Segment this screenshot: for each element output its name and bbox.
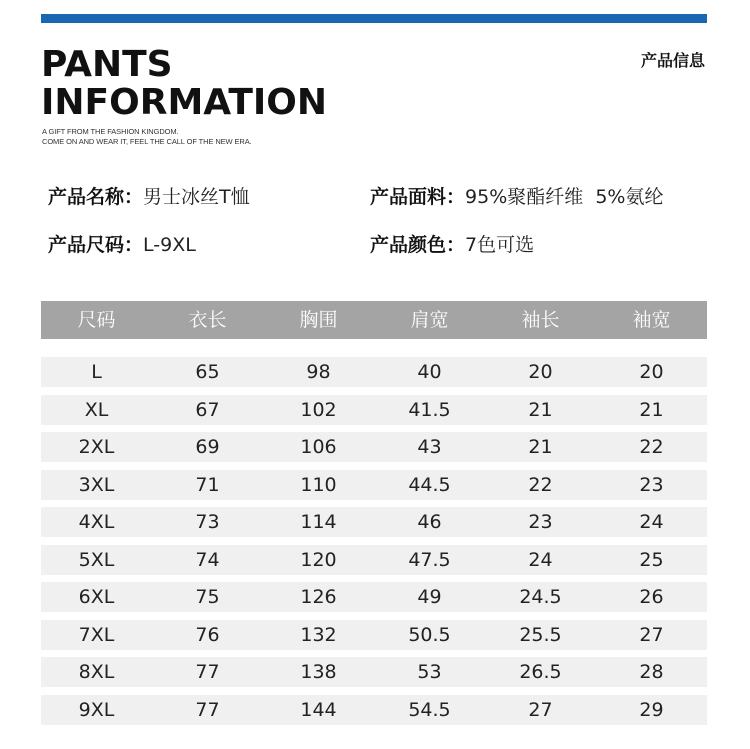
table-cell: 77 [195, 698, 220, 721]
table-cell: 54.5 [408, 698, 451, 721]
header-cell: 衣长 [188, 309, 227, 331]
product-name-label: 产品名称 [48, 186, 125, 208]
table-row [41, 470, 707, 500]
table-cell: 26.5 [519, 661, 562, 683]
table-cell: 29 [639, 698, 664, 721]
table-cell: 74 [195, 548, 220, 571]
table-cell: 50.5 [408, 623, 451, 646]
table-cell: 46 [417, 511, 442, 533]
header-cell: 袖长 [521, 309, 560, 331]
separator: ： [124, 186, 144, 208]
header-cell: 尺码 [77, 309, 116, 331]
table-cell: L [91, 361, 102, 383]
table-cell: 71 [195, 473, 220, 496]
table-cell: 24.5 [519, 586, 562, 608]
section-tag: 产品信息 [640, 51, 705, 70]
table-cell: 102 [300, 398, 337, 421]
table-cell: 21 [528, 398, 553, 421]
separator: ： [446, 186, 466, 208]
table-cell: 5XL [78, 548, 115, 571]
table-cell: 69 [195, 436, 220, 458]
table-cell: 21 [528, 436, 553, 458]
table-cell: 53 [417, 661, 442, 683]
table-cell: 132 [300, 623, 337, 646]
table-cell: 49 [417, 586, 442, 608]
product-name-value: 男士冰丝T恤 [143, 186, 250, 208]
table-cell: 47.5 [408, 548, 451, 571]
table-cell: 3XL [78, 473, 115, 496]
table-cell: 22 [639, 436, 664, 458]
table-cell: 75 [195, 586, 220, 608]
table-cell: 28 [639, 661, 664, 683]
table-row [41, 695, 707, 725]
header-cell: 胸围 [299, 309, 338, 331]
product-color-line [370, 233, 534, 257]
table-cell: 27 [639, 623, 664, 646]
table-cell: 138 [300, 661, 337, 683]
table-cell: 4XL [78, 511, 115, 533]
table-cell: 144 [300, 698, 337, 721]
product-color-value: 7色可选 [465, 234, 535, 256]
tagline-line-1: A GIFT FROM THE FASHION KINGDOM. [42, 127, 179, 136]
table-cell: 7XL [78, 623, 115, 646]
table-cell: 77 [195, 661, 220, 683]
table-cell: 23 [528, 511, 553, 533]
table-cell: 98 [306, 361, 331, 383]
table-cell: 44.5 [408, 473, 451, 496]
table-cell: 24 [528, 548, 553, 571]
title-line-1: PANTS [41, 44, 173, 85]
product-name-line [48, 185, 250, 209]
table-cell: 20 [528, 361, 553, 383]
table-cell: 67 [195, 398, 220, 421]
table-row [41, 357, 707, 387]
table-row [41, 620, 707, 650]
table-cell: 73 [195, 511, 220, 533]
product-fabric-line [370, 185, 663, 209]
tagline [42, 127, 252, 147]
table-cell: 8XL [78, 661, 115, 683]
table-row [41, 432, 707, 462]
table-cell: 23 [639, 473, 664, 496]
table-cell: 65 [195, 361, 220, 383]
table-cell: 25.5 [519, 623, 562, 646]
header-cell: 袖宽 [632, 309, 671, 331]
table-cell: 22 [528, 473, 553, 496]
product-color-label: 产品颜色 [370, 234, 447, 256]
table-cell: 43 [417, 436, 442, 458]
table-cell: 9XL [78, 698, 115, 721]
table-cell: 2XL [78, 436, 115, 458]
table-cell: 20 [639, 361, 664, 383]
product-size-value: L-9XL [143, 234, 196, 256]
table-cell: 6XL [78, 586, 115, 608]
tagline-line-2: COME ON AND WEAR IT, FEEL THE CALL OF THE NEW ERA. [42, 137, 252, 146]
table-row [41, 657, 707, 687]
table-cell: 40 [417, 361, 442, 383]
size-table-header [41, 301, 707, 339]
table-cell: 110 [300, 473, 337, 496]
product-fabric-value: 95%聚酯纤维 5%氨纶 [465, 186, 664, 208]
table-cell: 27 [528, 698, 553, 721]
table-row [41, 395, 707, 425]
table-cell: 25 [639, 548, 664, 571]
table-cell: 26 [639, 586, 664, 608]
table-cell: 76 [195, 623, 220, 646]
table-row [41, 507, 707, 537]
title-line-2: INFORMATION [41, 82, 328, 123]
separator: ： [124, 234, 144, 256]
table-cell: 24 [639, 511, 664, 533]
table-cell: 126 [300, 586, 337, 608]
product-size-label: 产品尺码 [48, 234, 125, 256]
product-size-line [48, 233, 196, 257]
header-cell: 肩宽 [410, 309, 449, 331]
product-fabric-label: 产品面料 [370, 186, 447, 208]
size-table [41, 301, 707, 732]
table-cell: 21 [639, 398, 664, 421]
top-accent-bar [41, 14, 707, 23]
page-title [41, 46, 327, 122]
table-cell: 106 [300, 436, 337, 458]
table-cell: 114 [300, 511, 337, 533]
size-table-body [41, 357, 707, 725]
table-row [41, 582, 707, 612]
table-cell: XL [84, 398, 109, 421]
table-row [41, 545, 707, 575]
table-cell: 41.5 [408, 398, 451, 421]
separator: ： [446, 234, 466, 256]
table-cell: 120 [300, 548, 337, 571]
